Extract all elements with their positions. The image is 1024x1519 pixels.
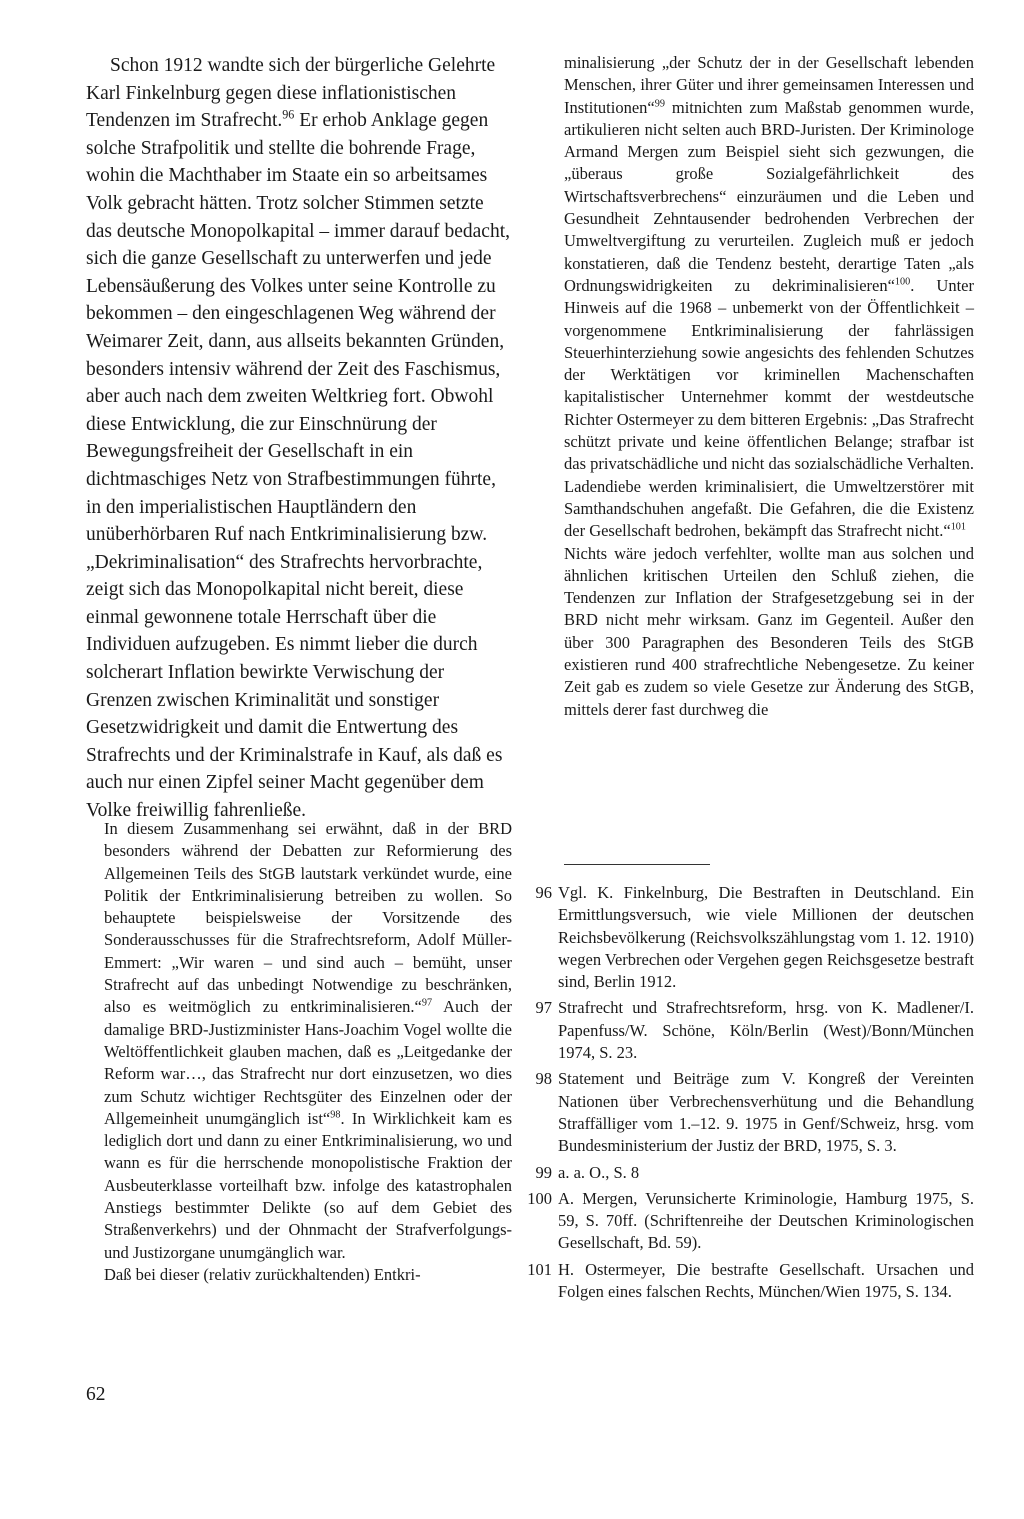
footnote-text: a. a. O., S. 8 [558, 1162, 640, 1182]
footnote-ref[interactable]: 101 [950, 521, 967, 533]
footnote-number: 99 [535, 1162, 552, 1182]
footnote-text: A. Mergen, Verunsicherte Kriminologie, Hamburg 1975, S. 59, S. 70ff. (Schriftenreihe der Deutschen Kriminologischen Gesellschaft, Bd. 59). [558, 1188, 974, 1253]
footnote-ref[interactable]: 99 [654, 98, 665, 110]
footnote-text: Strafrecht und Strafrechtsreform, hrsg. von K. Madlener/I. Papenfuss/W. Schöne, Köln/Berlin (West)/Bonn/München 1974, S. 23. [558, 998, 974, 1063]
paragraph: minalisierung „der Schutz der in der Gesellschaft lebenden Menschen, ihrer Güter und ihrer gemeinsamen Interessen und Institutionen“$^{99}$ mitnichten zum Maßstab genommen wurde, artikulieren nicht selten auch BRD-Juristen. Der Kriminologe Armand Mergen zum Beispiel sieht sich gezwungen, die „überaus große Sozialgefährlichkeit des Wirtschaftsverbrechens“ einzuräumen und die Leben und Gesundheit Zehntausender bedrohenden Verbrechen der Umweltvergiftung zu verurteilen. Zugleich muß er jedoch konstatieren, daß die Tendenz besteht, derartige Taten „als Ordnungswidrigkeiten zu dekriminalisieren“$^{100}$. Unter Hinweis auf die 1968 – unbemerkt von der Öffentlichkeit – vorgenommene Entkriminalisierung der fahrlässigen Steuerhinterziehung sowie angesichts des fehlenden Schutzes der Werktätigen vor kriminellen Machenschaften kapitalistischer Unternehmer kommt der westdeutsche Richter Ostermeyer zu dem bitteren Ergebnis: „Das Strafrecht schützt private und keine öffentlichen Belange; strafbar ist das privatschädliche und nicht das sozialschädliche Verhalten. Ladendiebe werden kriminalisiert, die Umweltzerstörer mit Samthandschuhen angefaßt. Die Gefahren, die die Existenz der Gesellschaft bedrohen, bekämpft das Strafrecht nicht.“$^{101}$ [564, 53, 974, 541]
paragraph: Schon 1912 wandte sich der bürgerliche Gelehrte Karl Finkelnburg gegen diese inflationistischen Tendenzen im Strafrecht.$^{96}$ Er erhob Anklage gegen solche Strafpolitik und stellte die bohrende Frage, wohin die Machthaber im Staate ein so arbeitsames Volk gebracht hätten. Trotz solcher Stimmen setzte das deutsche Monopolkapital – immer darauf bedacht, sich die ganze Gesellschaft zu unterwerfen und jede Lebensäußerung des Volkes unter seine Kontrolle zu bekommen – den eingeschlagenen Weg während der Weimarer Zeit, dann, aus allseits bekannten Gründen, besonders intensiv während der Zeit des Faschismus, aber auch nach dem zweiten Weltkrieg fort. Obwohl diese Entwicklung, die zur Einschnürung der Bewegungsfreiheit der Gesellschaft in ein dichtmaschiges Netz von Strafbestimmungen führte, in den imperialistischen Hauptländern den unüberhörbaren Ruf nach Entkriminalisierung bzw. „Dekriminalisation“ des Strafrechts hervorbrachte, zeigt sich das Monopolkapital nicht bereit, diese einmal gewonnene totale Herrschaft über die Individuen aufzugeben. Es nimmt lieber die durch solcherart Inflation bewirkte Verwischung der Grenzen zwischen Kriminalität und sonstiger Gesetzwidrigkeit und damit die Entwertung des Strafrechts und der Kriminalstrafe in Kauf, als daß es auch nur einen Zipfel seiner Macht gegenüber dem Volke freiwillig fahrenließe. [86, 55, 510, 822]
footnote-number: 100 [527, 1188, 552, 1208]
footnote-ref[interactable]: 96 [282, 107, 295, 122]
footnote-text: Vgl. K. Finkelnburg, Die Bestraften in Deutschland. Ein Ermittlungsversuch, wie viele Millionen der deutschen Reichsbevölkerung (Reichsvolkszählungstag vom 1. 12. 1910) wegen Verbrechen oder Vergehen gegen Reichsgesetze bestraft sind, Berlin 1912. [558, 883, 974, 992]
footnote-number: 97 [535, 998, 552, 1018]
footnote-divider [564, 864, 710, 865]
footnote [512, 1162, 974, 1184]
footnotes [512, 882, 974, 1307]
footnote [512, 882, 974, 993]
footnote [512, 997, 974, 1064]
footnote-number: 101 [527, 1259, 552, 1279]
footnote-ref[interactable]: 97 [421, 997, 433, 1009]
main-text-left [86, 52, 512, 825]
footnote-ref[interactable]: 98 [330, 1109, 341, 1121]
small-text-left [104, 818, 512, 1286]
footnote [512, 1068, 974, 1157]
page-number: 62 [86, 1384, 106, 1405]
footnote-number: 98 [535, 1069, 552, 1089]
paragraph: Nichts wäre jedoch verfehlter, wollte man aus solchen und ähnlichen kritischen Urteilen den Schluß ziehen, die Tendenzen zur Inflation der Strafgesetzgebung sei in der BRD nicht mehr wirksam. Ganz im Gegenteil. Außer den über 300 Paragraphen des Besonderen Teils des StGB existieren rund 400 strafrechtliche Nebengesetze. Zu keiner Zeit gab es zudem so viele Gesetze zur Änderung des StGB, mittels derer fast durchweg die [564, 543, 974, 719]
footnote-text: Statement und Beiträge zum V. Kongreß der Vereinten Nationen über Verbrechensverhütung und die Behandlung Straffälliger vom 1.–12. 9. 1975 in Genf/Schweiz, hrsg. vom Bundesministerium der Justiz der BRD, 1975, S. 3. [558, 1069, 974, 1156]
paragraph: Daß bei dieser (relativ zurückhaltenden) Entkri- [104, 1264, 421, 1284]
footnote-ref[interactable]: 100 [894, 276, 911, 288]
footnote [512, 1259, 974, 1304]
footnote [512, 1188, 974, 1255]
footnote-text: H. Ostermeyer, Die bestrafte Gesellschaft. Ursachen und Folgen eines falschen Rechts, München/Wien 1975, S. 134. [558, 1259, 974, 1302]
footnote-number: 96 [535, 883, 552, 902]
main-text-right [564, 52, 974, 721]
paragraph: In diesem Zusammenhang sei erwähnt, daß in der BRD besonders während der Debatten zur Reformierung des Allgemeinen Teils des StGB lautstark verkündet wurde, eine Politik der Entkriminalisierung betreiben zu wollen. So behauptete beispielsweise der Vorsitzende des Sonderausschusses für die Strafrechtsreform, Adolf Müller-Emmert: „Wir waren – und sind auch – bemüht, unser Strafrecht auf das unbedingt Notwendige zu beschränken, also es weitmöglich zu entkriminalisieren.“$^{97}$ Auch der damalige BRD-Justizminister Hans-Joachim Vogel wollte die Weltöffentlichkeit glauben machen, daß es „Leitgedanke der Reform war…, das Strafrecht nur dort einzusetzen, wo dies zum Schutz wichtiger Rechtsgüter des Einzelnen oder der Allgemeinheit unumgänglich ist“$^{98}$. In Wirklichkeit kam es lediglich dort und dann zu einer Entkriminalisierung, wo und wann es für die herrschende monopolistische Fraktion der Ausbeuterklasse vorteilhaft bzw. infolge des katastrophalen Anstiegs bestimmter Delikte (so auf dem Gebiet des Straßenverkehrs) und der Ohnmacht der Strafverfolgungs- und Justizorgane unumgänglich war. [104, 819, 512, 1262]
